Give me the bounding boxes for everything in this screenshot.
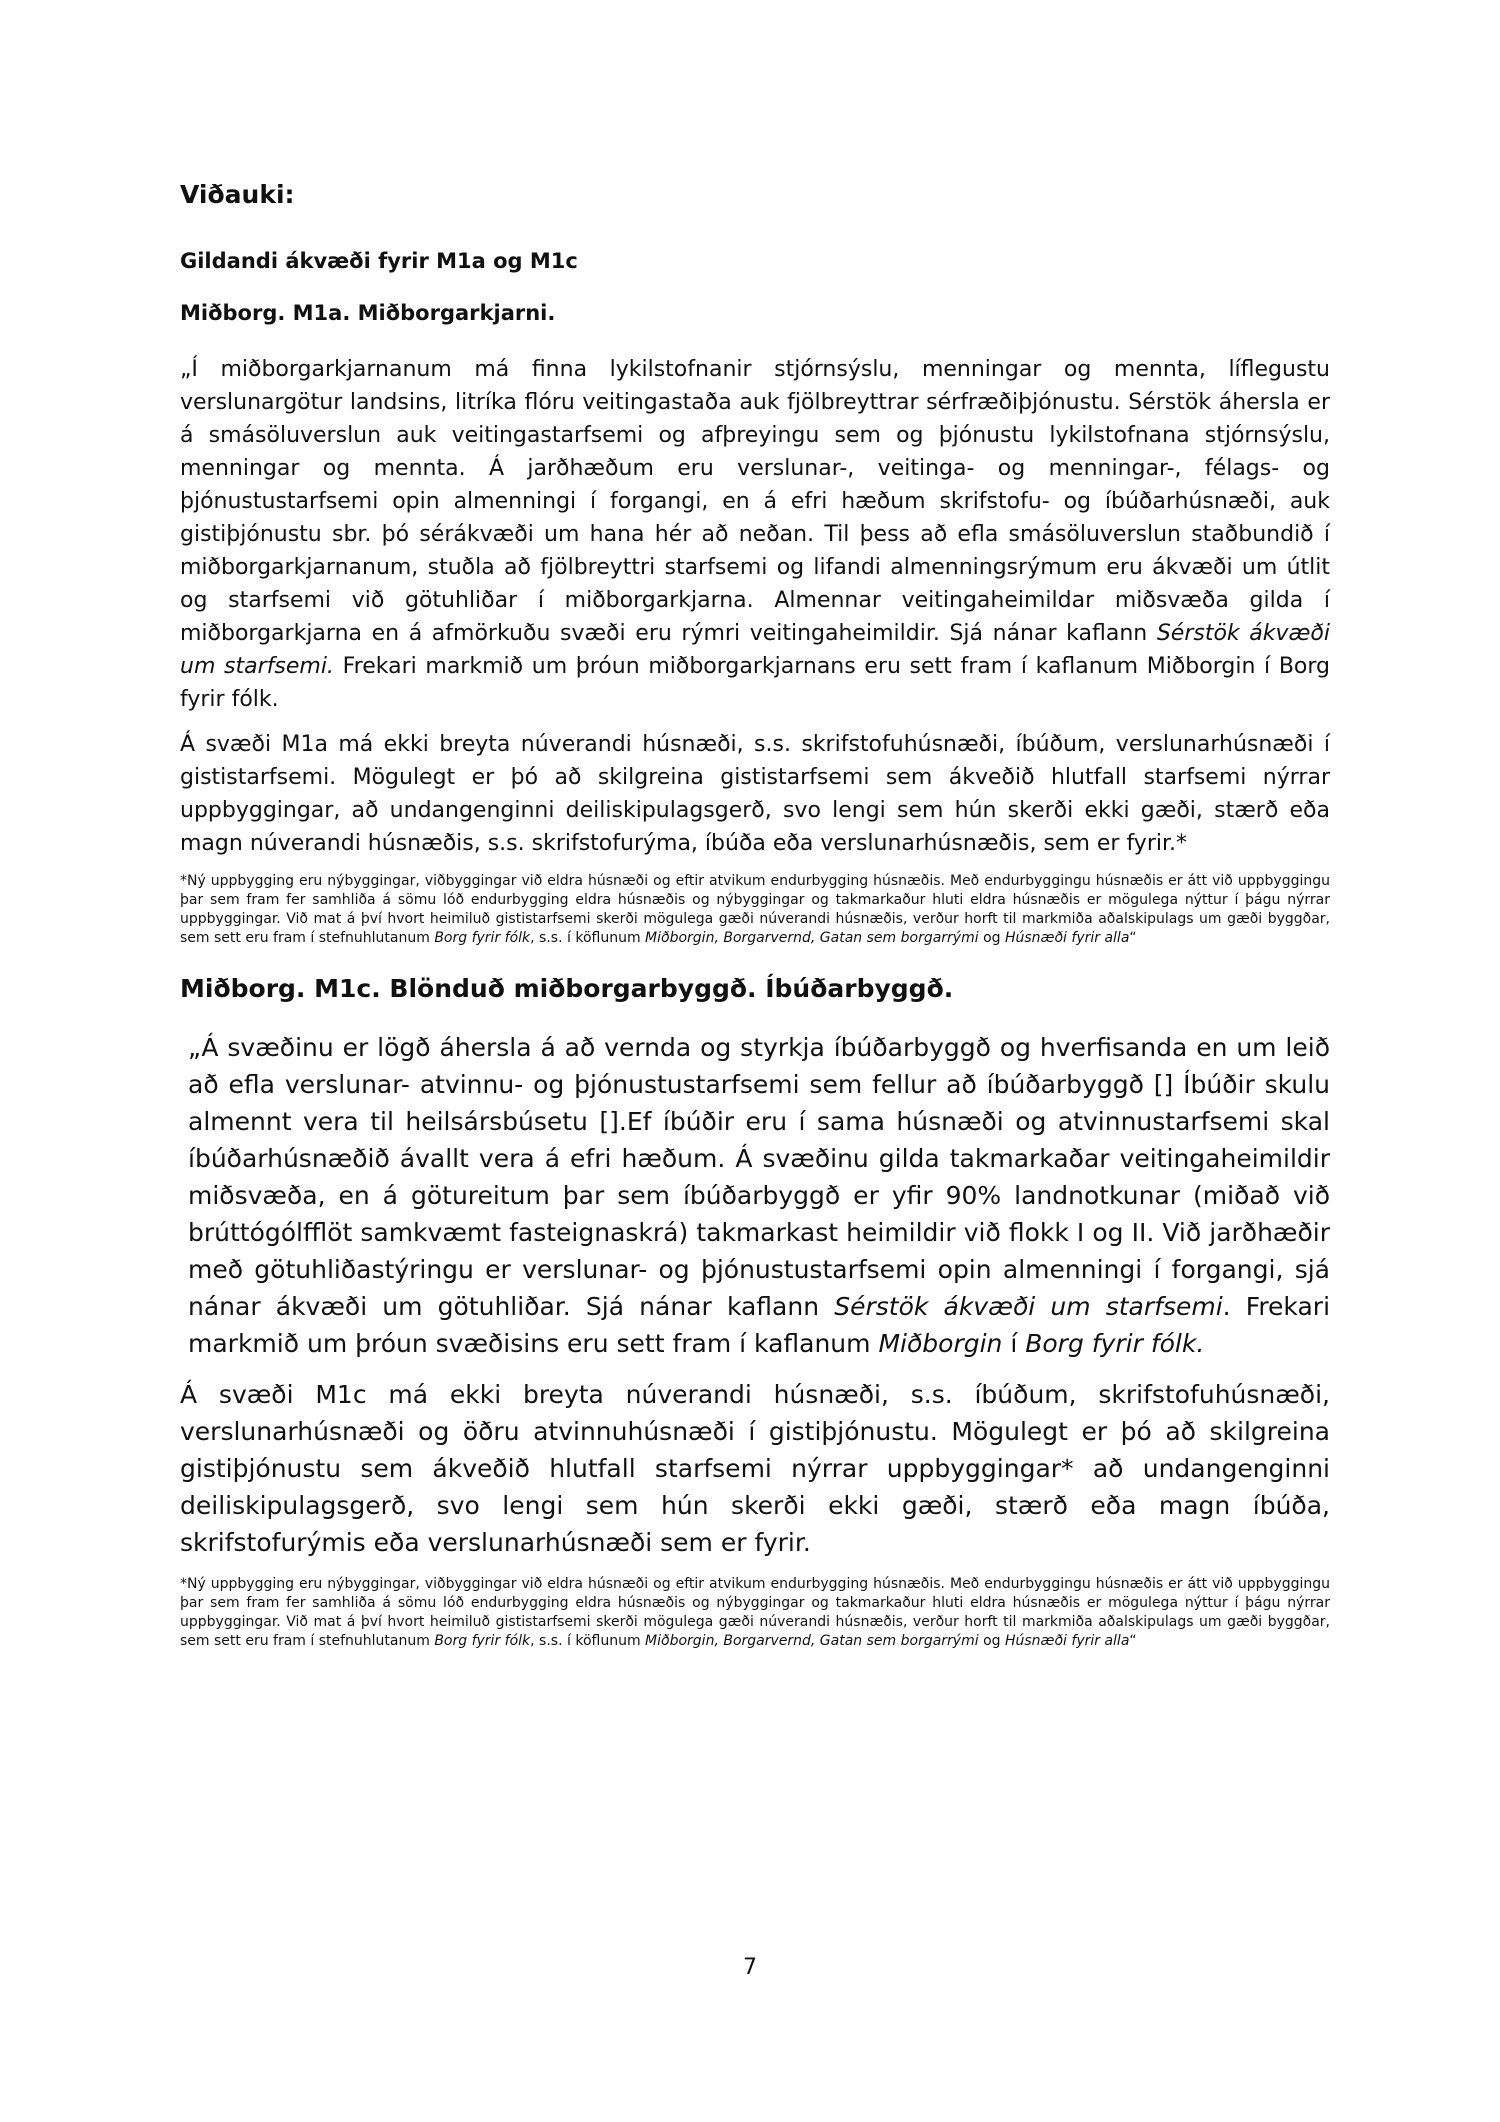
m1a-p1-text-b: Frekari markmið um þróun miðborgarkjarnans eru sett fram í kaflanum Miðborgin í Borg fyrir fólk. (180, 654, 1330, 712)
document-page (180, 180, 1330, 1661)
m1c-p1-text-b: . Frekari markmið um þróun svæðisins eru sett fram í kaflanum (188, 1292, 1331, 1358)
m1c-fn-italic-1: Borg fyrir fólk (434, 1633, 531, 1649)
m1c-footnote (180, 1575, 1330, 1651)
m1c-paragraph-1 (180, 1029, 1330, 1362)
m1a-paragraph-1 (180, 353, 1330, 716)
m1c-fn-italic-3: Húsnæði fyrir alla (1004, 1633, 1130, 1649)
m1a-fn-italic-3: Húsnæði fyrir alla (1004, 930, 1130, 946)
m1c-p1-italic: Sérstök ákvæði um starfsemi (834, 1292, 1223, 1321)
m1a-paragraph-2: Á svæði M1a má ekki breyta núverandi húsnæði, s.s. skrifstofuhúsnæði, íbúðum, verslunarhúsnæði í gististarfsemi. Mögulegt er þó að skilgreina gististarfsemi sem ákveðið hlutfall starfsemi nýrrar uppbyggingar, að undangenginni deiliskipulagsgerð, svo lengi sem hún skerði ekki gæði, stærð eða magn núverandi húsnæðis, s.s. skrifstofurýma, íbúða eða verslunarhúsnæðis, sem er fyrir.* (180, 732, 1330, 856)
m1c-p1-text-a: „Á svæðinu er lögð áhersla á að vernda og styrkja íbúðarbyggð og hverfisanda en um leið að efla verslunar- atvinnu- og þjónustustarfsemi sem fellur að íbúðarbyggð [] Íbúðir skulu almennt vera til heilsársbúsetu [].Ef íbúðir eru í sama húsnæði og atvinnustarfsemi skal íbúðarhúsnæðið ávallt vera á efri hæðum. Á svæðinu gilda takmarkaðar veitingaheimildir miðsvæða, en á götureitum þar sem íbúðarbyggð er yfir 90% landnotkunar (miðað við brúttógólfflöt samkvæmt fasteignaskrá) takmarkast heimildir við flokk I og II. Við jarðhæðir með götuhliðastýringu er verslunar- og þjónustustarfsemi opin almenningi í forgangi, sjá nánar ákvæði um götuhliðar. Sjá nánar kaflann (188, 1033, 1330, 1321)
m1c-paragraph-2: Á svæði M1c má ekki breyta núverandi húsnæði, s.s. íbúðum, skrifstofuhúsnæði, verslunarhúsnæði og öðru atvinnuhúsnæði í gistiþjónustu. Mögulegt er þó að skilgreina gistiþjónustu sem ákveðið hlutfall starfsemi nýrrar uppbyggingar* að undangenginni deiliskipulagsgerð, svo lengi sem hún skerði ekki gæði, stærð eða magn íbúða, skrifstofurýmis eða verslunarhúsnæði sem er fyrir. (180, 1380, 1330, 1557)
m1a-footnote (180, 872, 1330, 948)
m1a-heading: Miðborg. M1a. Miðborgarkjarni. (180, 301, 556, 325)
m1c-fn-text-a: *Ný uppbygging eru nýbyggingar, viðbyggingar við eldra húsnæði og eftir atvikum endurbygging húsnæðis. Með endurbyggingu húsnæðis er átt við uppbyggingu þar sem fram fer samhliða á sömu lóð endurbygging eldra húsnæðis og nýbyggingar og takmarkaður hluti eldra húsnæðis er mögulega nýttur í þágu nýrrar uppbyggingar. Við mat á því hvort heimiluð gististarfsemi skerði mögulega gæði núverandi húsnæðis, verður horft til markmiða aðalskipulags um gæði byggðar, sem sett eru fram í stefnuhlutanum (180, 1576, 1330, 1649)
m1c-fn-text-b: , s.s. í köflunum (530, 1633, 646, 1649)
m1c-fn-text-d: “ (1129, 1633, 1137, 1649)
m1c-p1-text-c: í (1002, 1329, 1026, 1358)
m1c-p1-italic-2: Miðborgin (878, 1329, 1003, 1358)
m1c-heading: Miðborg. M1c. Blönduð miðborgarbyggð. Íbúðarbyggð. (180, 974, 954, 1003)
m1a-fn-text-b: , s.s. í köflunum (530, 930, 646, 946)
m1a-p1-italic: Sérstök ákvæði um starfsemi. (180, 621, 1330, 679)
appendix-title: Viðauki: (180, 180, 295, 209)
m1a-fn-text-c: og (978, 930, 1005, 946)
m1a-fn-text-a: *Ný uppbygging eru nýbyggingar, viðbyggingar við eldra húsnæði og eftir atvikum endurbygging húsnæðis. Með endurbyggingu húsnæðis er átt við uppbyggingu þar sem fram fer samhliða á sömu lóð endurbygging eldra húsnæðis og nýbyggingar og takmarkaður hluti eldra húsnæðis er mögulega nýttur í þágu nýrrar uppbyggingar. Við mat á því hvort heimiluð gististarfsemi skerði mögulega gæði núverandi húsnæðis, verður horft til markmiða aðalskipulags um gæði byggðar, sem sett eru fram í stefnuhlutanum (180, 873, 1330, 946)
m1c-p1-italic-3: Borg fyrir fólk. (1025, 1329, 1205, 1358)
m1a-p1-text-a: „Í miðborgarkjarnanum má finna lykilstofnanir stjórnsýslu, menningar og mennta, líflegustu verslunargötur landsins, litríka flóru veitingastaða auk fjölbreyttrar sérfræðiþjónustu. Sérstök áhersla er á smásöluverslun auk veitingastarfsemi og afþreyingu sem og þjónustu lykilstofnana stjórnsýslu, menningar og mennta. Á jarðhæðum eru verslunar-, veitinga- og menningar-, félags- og þjónustustarfsemi opin almenningi í forgangi, en á efri hæðum skrifstofu- og íbúðarhúsnæði, auk gistiþjónustu sbr. þó sérákvæði um hana hér að neðan. Til þess að efla smásöluverslun staðbundið í miðborgarkjarnanum, stuðla að fjölbreyttri starfsemi og lifandi almenningsrýmum eru ákvæði um útlit og starfsemi við götuhliðar í miðborgarkjarna. Almennar veitingaheimildar miðsvæða gilda í miðborgarkjarna en á afmörkuðu svæði eru rýmri veitingaheimildir. Sjá nánar kaflann (180, 357, 1330, 646)
document-subtitle: Gildandi ákvæði fyrir M1a og M1c (180, 249, 578, 273)
m1a-fn-italic-2: Miðborgin, Borgarvernd, Gatan sem borgarrými (645, 930, 979, 946)
m1c-fn-text-c: og (978, 1633, 1005, 1649)
m1c-fn-italic-2: Miðborgin, Borgarvernd, Gatan sem borgarrými (645, 1633, 979, 1649)
m1a-fn-text-d: “ (1129, 930, 1137, 946)
page-number: 7 (743, 1955, 757, 1980)
m1a-fn-italic-1: Borg fyrir fólk (434, 930, 531, 946)
